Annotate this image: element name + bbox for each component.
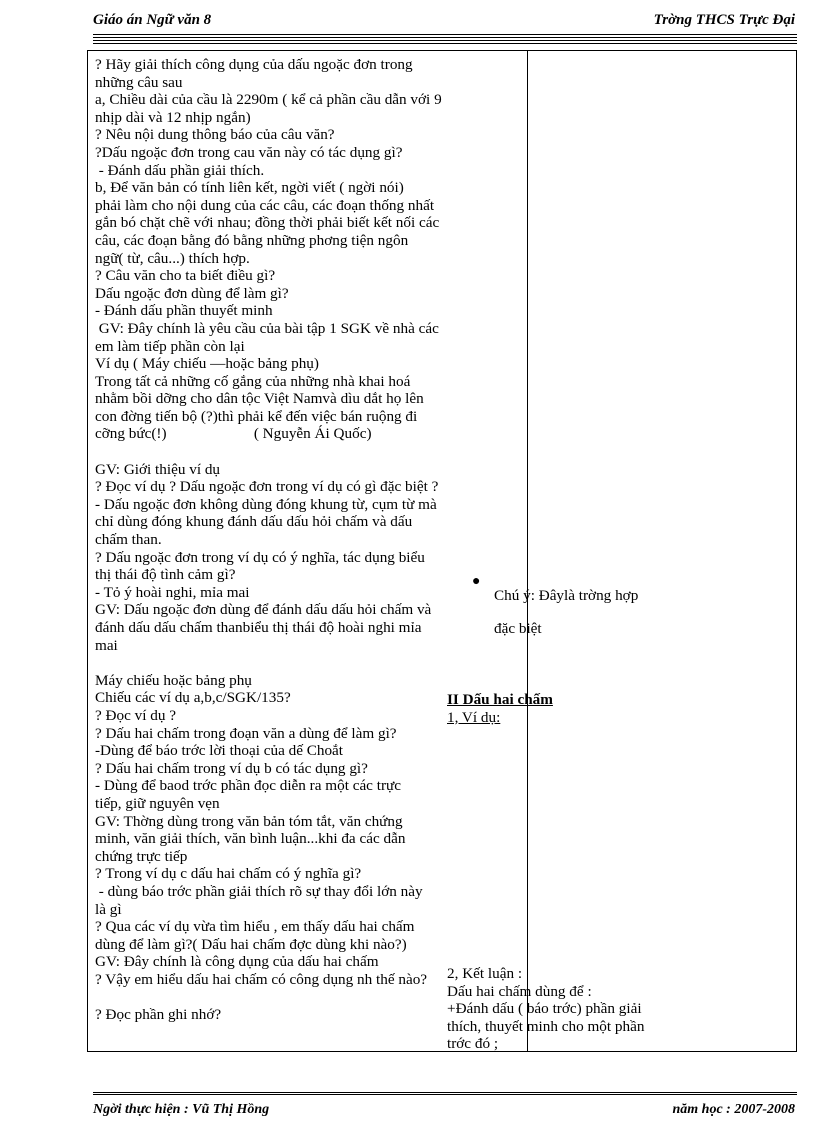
header-rule-2 <box>93 40 797 44</box>
footer-year: năm học : 2007-2008 <box>672 1102 795 1117</box>
note-line: đặc biệt <box>494 619 542 637</box>
lesson-line: câu, các đoạn bằng đó bằng những phơng tiện ngôn <box>95 231 409 249</box>
lesson-line: - Dấu ngoặc đơn không dùng đóng khung từ, cụm từ mà <box>95 495 437 513</box>
lesson-line: em làm tiếp phần còn lại <box>95 337 245 355</box>
lesson-line: Trong tất cả những cố gắng của những nhà khai hoá <box>95 372 411 390</box>
bullet-icon: ● <box>472 574 481 589</box>
lesson-line: chấm than. <box>95 531 162 549</box>
lesson-line: ? Dấu hai chấm trong ví dụ b có tác dụng gì? <box>95 759 368 777</box>
lesson-line: cỡng bức(!) ( Nguyễn Ái Quốc) <box>95 425 372 443</box>
lesson-line: ? Đọc ví dụ ? Dấu ngoặc đơn trong ví dụ có gì đặc biệt ? <box>95 478 439 496</box>
lesson-line: a, Chiều dài của cầu là 2290m ( kể cả phần cầu dẫn với 9 <box>95 91 442 109</box>
lesson-line: ? Hãy giải thích công dụng của dấu ngoặc đơn trong <box>95 56 413 73</box>
conclusion-line: 2, Kết luận : <box>447 965 523 982</box>
lesson-line: GV: Đây chính là yêu cầu của bài tập 1 SGK về nhà các <box>95 319 439 337</box>
lesson-line: minh, văn giải thích, văn bình luận...khi đa các dẫn <box>95 830 406 848</box>
lesson-line: mai <box>95 636 118 654</box>
lesson-line: - Đánh dấu phần giải thích. <box>95 161 265 179</box>
lesson-line: ? Dấu ngoặc đơn trong ví dụ có ý nghĩa, tác dụng biểu <box>95 548 425 566</box>
lesson-line: là gì <box>95 900 122 918</box>
page-header <box>93 12 795 32</box>
lesson-line: thị thái độ tình cảm gì? <box>95 566 236 584</box>
lesson-line: ? Đọc phần ghi nhớ? <box>95 1006 222 1024</box>
lesson-line: tiếp, giữ nguyên vẹn <box>95 794 220 812</box>
header-school: Trờng THCS Trực Đại <box>653 12 795 28</box>
header-rule <box>93 34 797 38</box>
conclusion-block <box>447 965 703 1053</box>
column-divider <box>527 51 528 1051</box>
lesson-line: GV: Thờng dùng trong văn bản tóm tắt, văn chứng <box>95 812 403 830</box>
lesson-line: - Đánh dấu phần thuyết minh <box>95 302 273 320</box>
lesson-line: ?Dấu ngoặc đơn trong cau văn này có tác dụng gì? <box>95 143 403 161</box>
lesson-line: -Dùng để báo trớc lời thoại của dế Choắt <box>95 742 344 760</box>
lesson-line: ? Đọc ví dụ ? <box>95 706 176 724</box>
lesson-line: con đờng tiến bộ (?)thì phải kể đến việc bán ruộng đi <box>95 407 418 425</box>
lesson-line: gắn bó chặt chẽ với nhau; đồng thời phải biết kết nối các <box>95 214 440 232</box>
footer-author: Ngời thực hiện : Vũ Thị Hồng <box>93 1102 270 1117</box>
note-bullet <box>472 572 698 653</box>
section-heading-block <box>447 691 703 726</box>
lesson-line: - dùng báo trớc phần giải thích rõ sự thay đổi lớn này <box>95 882 423 900</box>
section-title: II Dấu hai chấm <box>447 691 553 708</box>
lesson-line: - Dùng để baod trớc phần đọc diễn ra một các trực <box>95 777 401 795</box>
lesson-line: ? Dấu hai chấm trong đoạn văn a dùng để làm gì? <box>95 724 397 742</box>
conclusion-line: Dấu hai chấm dùng để : <box>447 982 592 1000</box>
header-subject: Giáo án Ngữ văn 8 <box>93 12 212 28</box>
lesson-line: b, Để văn bản có tính liên kết, ngời viết ( ngời nói) <box>95 179 404 197</box>
lesson-line: Dấu ngoặc đơn dùng để làm gì? <box>95 284 289 302</box>
conclusion-line: +Đánh dấu ( báo trớc) phần giải <box>447 1000 642 1018</box>
lesson-line: GV: Giới thiệu ví dụ <box>95 460 221 478</box>
lesson-line: những câu sau <box>95 73 183 91</box>
lesson-line: ? Câu văn cho ta biết điều gì? <box>95 267 276 285</box>
lesson-line: dùng để làm gì?( Dấu hai chấm đợc dùng khi nào?) <box>95 935 407 953</box>
lesson-line: nhằm bồi dỡng cho dân tộc Việt Namvà dìu dắt họ lên <box>95 390 424 408</box>
lesson-line: ? Nêu nội dung thông báo của câu văn? <box>95 126 335 144</box>
lesson-line: chỉ dùng đóng khung đánh dấu dấu hỏi chấm và dấu <box>95 513 413 531</box>
lesson-line: đánh dấu dấu chấm thanbiểu thị thái độ hoài nghi mỉa <box>95 619 422 636</box>
lesson-table <box>87 50 797 1052</box>
lesson-line: ? Trong ví dụ c dấu hai chấm có ý nghĩa gì? <box>95 865 362 883</box>
lesson-line: Chiếu các ví dụ a,b,c/SGK/135? <box>95 689 291 707</box>
conclusion-line: trớc đó ; <box>447 1035 499 1053</box>
lesson-line: nhịp dài và 12 nhịp ngắn) <box>95 108 251 126</box>
example-label: 1, Ví dụ: <box>447 708 501 726</box>
page-footer <box>93 1102 795 1122</box>
lesson-line: GV: Đây chính là công dụng của dấu hai chấm <box>95 953 379 971</box>
note-line: Chú ý: Đâylà trờng hợp <box>494 587 639 605</box>
lesson-line: ? Vậy em hiểu dấu hai chấm có công dụng nh thế nào? <box>95 970 428 988</box>
lesson-line: ngữ( từ, câu...) thích hợp. <box>95 249 250 267</box>
lesson-line: Máy chiếu hoặc bảng phụ <box>95 671 252 689</box>
lesson-line <box>95 654 523 672</box>
lesson-line: chứng trực tiếp <box>95 847 188 865</box>
lesson-line: Ví dụ ( Máy chiếu —hoặc bảng phụ) <box>95 355 319 373</box>
footer-rule <box>93 1092 797 1095</box>
conclusion-line: thích, thuyết minh cho một phần <box>447 1017 645 1035</box>
lesson-line: ? Qua các ví dụ vừa tìm hiểu , em thấy dấu hai chấm <box>95 918 415 936</box>
teacher-activities-column <box>95 56 523 1024</box>
lesson-line: phải làm cho nội dung của các câu, các đoạn thống nhất <box>95 196 435 214</box>
lesson-line <box>95 443 523 461</box>
lesson-line: GV: Dấu ngoặc đơn dùng để đánh dấu dấu hỏi chấm và <box>95 601 432 619</box>
lesson-line: - Tỏ ý hoài nghi, mỉa mai <box>95 583 250 601</box>
